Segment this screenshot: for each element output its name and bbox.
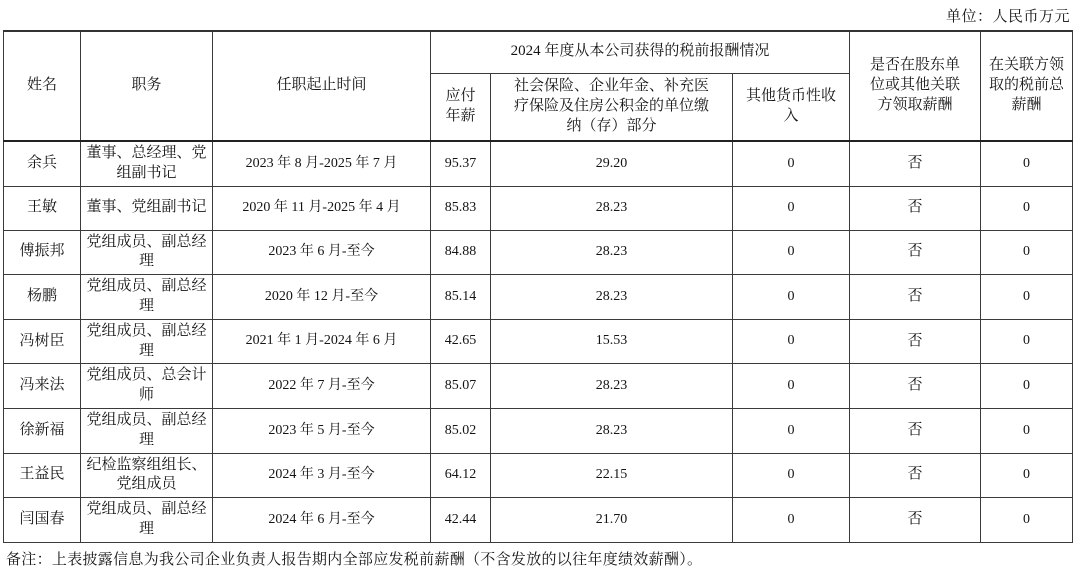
cell-related-total: 0 (981, 319, 1073, 364)
cell-related-total: 0 (981, 275, 1073, 320)
cell-related-total: 0 (981, 408, 1073, 453)
cell-related-total: 0 (981, 498, 1073, 543)
header-payable-salary: 应付年薪 (431, 73, 491, 141)
table-header (4, 31, 1073, 141)
table-row (4, 498, 1073, 543)
cell-related-total: 0 (981, 141, 1073, 186)
cell-related-total: 0 (981, 364, 1073, 409)
header-position: 职务 (81, 31, 213, 141)
cell-other-income: 0 (733, 275, 850, 320)
cell-related-total: 0 (981, 230, 1073, 275)
cell-term: 2024 年 6 月-至今 (213, 498, 431, 543)
cell-salary: 84.88 (431, 230, 491, 275)
header-insurance: 社会保险、企业年金、补充医疗保险及住房公积金的单位缴纳（存）部分 (491, 73, 733, 141)
cell-name: 余兵 (4, 141, 81, 186)
cell-salary: 64.12 (431, 453, 491, 498)
cell-insurance: 22.15 (491, 453, 733, 498)
cell-other-income: 0 (733, 319, 850, 364)
cell-term: 2023 年 8 月-2025 年 7 月 (213, 141, 431, 186)
cell-name: 闫国春 (4, 498, 81, 543)
unit-label: 单位：人民币万元 (945, 9, 1070, 25)
cell-salary: 95.37 (431, 141, 491, 186)
cell-term: 2020 年 12 月-至今 (213, 275, 431, 320)
header-name: 姓名 (4, 31, 81, 141)
cell-salary: 42.44 (431, 498, 491, 543)
cell-other-income: 0 (733, 364, 850, 409)
cell-name: 杨鹏 (4, 275, 81, 320)
cell-insurance: 21.70 (491, 498, 733, 543)
cell-other-income: 0 (733, 141, 850, 186)
cell-salary: 85.83 (431, 186, 491, 230)
header-pretax-group: 2024 年度从本公司获得的税前报酬情况 (431, 31, 850, 73)
cell-shareholder-pay: 否 (850, 275, 981, 320)
cell-related-total: 0 (981, 186, 1073, 230)
cell-shareholder-pay: 否 (850, 230, 981, 275)
cell-name: 傅振邦 (4, 230, 81, 275)
header-term: 任职起止时间 (213, 31, 431, 141)
table-row (4, 453, 1073, 498)
cell-other-income: 0 (733, 186, 850, 230)
cell-name: 冯来法 (4, 364, 81, 409)
cell-shareholder-pay: 否 (850, 498, 981, 543)
header-related-total: 在关联方领取的税前总薪酬 (981, 31, 1073, 141)
cell-other-income: 0 (733, 498, 850, 543)
cell-insurance: 28.23 (491, 230, 733, 275)
cell-position: 党组成员、副总经理 (81, 408, 213, 453)
cell-insurance: 28.23 (491, 275, 733, 320)
cell-insurance: 28.23 (491, 408, 733, 453)
cell-name: 冯树臣 (4, 319, 81, 364)
table-row (4, 364, 1073, 409)
cell-position: 党组成员、副总经理 (81, 275, 213, 320)
cell-insurance: 28.23 (491, 364, 733, 409)
cell-insurance: 29.20 (491, 141, 733, 186)
cell-salary: 42.65 (431, 319, 491, 364)
cell-other-income: 0 (733, 453, 850, 498)
cell-position: 党组成员、总会计师 (81, 364, 213, 409)
cell-term: 2023 年 5 月-至今 (213, 408, 431, 453)
table-row (4, 141, 1073, 186)
cell-term: 2022 年 7 月-至今 (213, 364, 431, 409)
cell-shareholder-pay: 否 (850, 186, 981, 230)
cell-position: 纪检监察组组长、党组成员 (81, 453, 213, 498)
cell-position: 董事、总经理、党组副书记 (81, 141, 213, 186)
cell-salary: 85.14 (431, 275, 491, 320)
footnote: 备注：上表披露信息为我公司企业负责人报告期内全部应发税前薪酬（不含发放的以往年度绩效薪酬）。 (6, 551, 703, 568)
cell-position: 党组成员、副总经理 (81, 498, 213, 543)
cell-name: 徐新福 (4, 408, 81, 453)
cell-name: 王益民 (4, 453, 81, 498)
table-row (4, 408, 1073, 453)
table-row (4, 275, 1073, 320)
cell-shareholder-pay: 否 (850, 408, 981, 453)
table-row (4, 319, 1073, 364)
cell-salary: 85.07 (431, 364, 491, 409)
cell-shareholder-pay: 否 (850, 364, 981, 409)
header-shareholder-pay: 是否在股东单位或其他关联方领取薪酬 (850, 31, 981, 141)
cell-salary: 85.02 (431, 408, 491, 453)
cell-shareholder-pay: 否 (850, 319, 981, 364)
table-row (4, 230, 1073, 275)
cell-position: 党组成员、副总经理 (81, 319, 213, 364)
cell-position: 党组成员、副总经理 (81, 230, 213, 275)
cell-related-total: 0 (981, 453, 1073, 498)
cell-term: 2021 年 1 月-2024 年 6 月 (213, 319, 431, 364)
compensation-table (3, 30, 1073, 543)
cell-term: 2020 年 11 月-2025 年 4 月 (213, 186, 431, 230)
cell-insurance: 28.23 (491, 186, 733, 230)
cell-shareholder-pay: 否 (850, 453, 981, 498)
header-other-income: 其他货币性收入 (733, 73, 850, 141)
cell-position: 董事、党组副书记 (81, 186, 213, 230)
cell-shareholder-pay: 否 (850, 141, 981, 186)
cell-term: 2024 年 3 月-至今 (213, 453, 431, 498)
table-row (4, 186, 1073, 230)
cell-other-income: 0 (733, 408, 850, 453)
cell-other-income: 0 (733, 230, 850, 275)
cell-term: 2023 年 6 月-至今 (213, 230, 431, 275)
cell-name: 王敏 (4, 186, 81, 230)
cell-insurance: 15.53 (491, 319, 733, 364)
